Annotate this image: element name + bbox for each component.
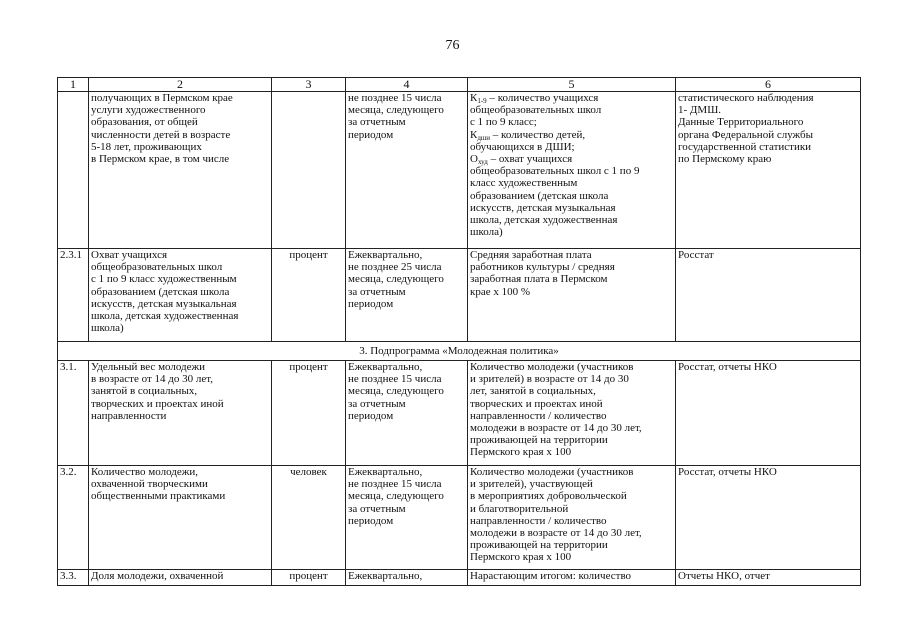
table-row <box>58 570 861 586</box>
column-header: 5 <box>468 78 676 92</box>
row-number: 3.2. <box>58 466 89 570</box>
formula-subscript: дши <box>477 133 491 142</box>
data-source: Росстат <box>676 249 861 342</box>
unit: человек <box>272 466 346 570</box>
column-header: 2 <box>89 78 272 92</box>
formula-subscript: худ <box>477 158 488 167</box>
column-header: 6 <box>676 78 861 92</box>
data-source: статистического наблюдения 1- ДМШ. Данные Территориального органа Федеральной службы государственной статистики по Пермскому краю <box>676 92 861 249</box>
table-row <box>58 92 861 249</box>
unit: процент <box>272 249 346 342</box>
section-title: 3. Подпрограмма «Молодежная политика» <box>58 342 861 361</box>
table-header-row <box>58 78 861 92</box>
formula-text: – охват учащихся общеобразовательных школ с 1 по 9 класс художественным образованием (детская школа искусств, детская музыкальная школа, детская художественная школа) <box>470 153 640 239</box>
period: Ежеквартально, не позднее 15 числа месяца, следующего за отчетным периодом <box>346 466 468 570</box>
column-header: 4 <box>346 78 468 92</box>
data-source: Росстат, отчеты НКО <box>676 361 861 466</box>
column-header: 3 <box>272 78 346 92</box>
formula-text: – количество учащихся общеобразовательных школ с 1 по 9 класс; <box>470 92 602 129</box>
unit: процент <box>272 570 346 586</box>
formula-symbol: К <box>470 128 478 141</box>
table-row <box>58 249 861 342</box>
formula-symbol: К <box>470 92 478 104</box>
indicator-name: Количество молодежи, охваченной творческими общественными практиками <box>89 466 272 570</box>
indicator-name: получающих в Пермском крае услуги художественного образования, от общей численности детей в возрасте 5-18 лет, проживающих в Пермском крае, в том числе <box>89 92 272 249</box>
data-source: Росстат, отчеты НКО <box>676 466 861 570</box>
period: Ежеквартально, <box>346 570 468 586</box>
row-number: 3.3. <box>58 570 89 586</box>
data-source: Отчеты НКО, отчет <box>676 570 861 586</box>
column-header: 1 <box>58 78 89 92</box>
row-number <box>58 92 89 249</box>
period: Ежеквартально, не позднее 15 числа месяца, следующего за отчетным периодом <box>346 361 468 466</box>
section-row <box>58 342 861 361</box>
formula: Количество молодежи (участников и зрителей), участвующей в мероприятиях добровольческой и благотворительной направленности / количество молодежи в возрасте от 14 до 30 лет, проживающей на территории Пермского края х 100 <box>468 466 676 570</box>
period: не позднее 15 числа месяца, следующего за отчетным периодом <box>346 92 468 249</box>
formula-symbol: О <box>470 153 478 166</box>
unit <box>272 92 346 249</box>
period: Ежеквартально, не позднее 25 числа месяца, следующего за отчетным периодом <box>346 249 468 342</box>
indicator-table <box>57 77 861 586</box>
row-number: 3.1. <box>58 361 89 466</box>
indicator-name: Охват учащихся общеобразовательных школ с 1 по 9 класс художественным образованием (детская школа искусств, детская музыкальная школа, детская художественная школа) <box>89 249 272 342</box>
unit: процент <box>272 361 346 466</box>
table-row <box>58 466 861 570</box>
formula <box>468 92 676 249</box>
formula: Количество молодежи (участников и зрителей) в возрасте от 14 до 30 лет, занятой в социальных, творческих и проектах иной направленности / количество молодежи в возрасте от 14 до 30 лет, проживающей на территории Пермского края х 100 <box>468 361 676 466</box>
page-number: 76 <box>445 38 460 53</box>
formula: Средняя заработная плата работников культуры / средняя заработная плата в Пермском крае х 100 % <box>468 249 676 342</box>
formula-text: – количество детей, обучающихся в ДШИ; <box>470 128 586 153</box>
indicator-name: Удельный вес молодежи в возрасте от 14 до 30 лет, занятой в социальных, творческих и проектах иной направленности <box>89 361 272 466</box>
formula: Нарастающим итогом: количество <box>468 570 676 586</box>
formula-subscript: 1-9 <box>477 97 487 105</box>
indicator-name: Доля молодежи, охваченной <box>89 570 272 586</box>
table-row <box>58 361 861 466</box>
row-number: 2.3.1 <box>58 249 89 342</box>
